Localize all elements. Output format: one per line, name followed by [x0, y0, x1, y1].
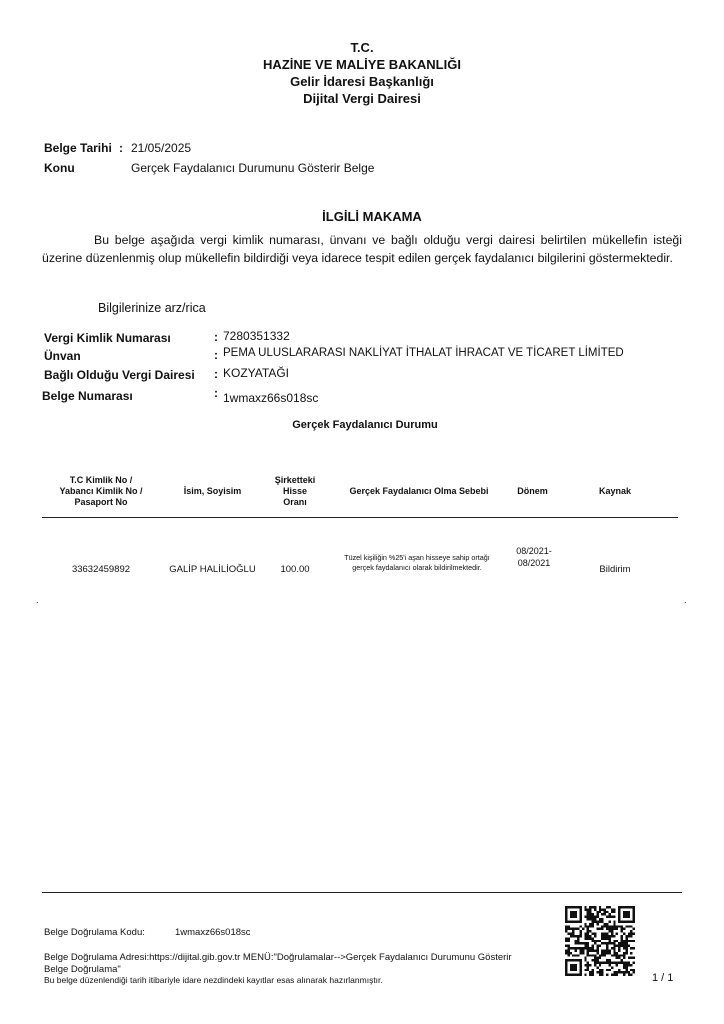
col-header-id-line1: T.C Kimlik No / [69, 475, 133, 485]
right-dot-mark: . [684, 595, 687, 605]
office-value: KOZYATAĞI [223, 366, 290, 380]
section-title: Gerçek Faydalanıcı Durumu [292, 419, 438, 431]
table-header-divider [42, 517, 678, 518]
header-tc: T.C. [350, 40, 374, 55]
title-label: Ünvan [44, 349, 81, 363]
verification-address-line1: Belge Doğrulama Adresi:https://dijital.gib.gov.tr MENÜ:"Doğrulamalar-->Gerçek Faydalanıcı Durumunu Gösterir [44, 952, 512, 963]
subject-value: Gerçek Faydalanıcı Durumunu Gösterir Belge [131, 161, 375, 175]
qr-code-icon [565, 906, 635, 976]
cell-reason [318, 553, 516, 573]
col-header-id-line3: Pasaport No [74, 497, 128, 507]
header-administration: Gelir İdaresi Başkanlığı [290, 74, 434, 89]
cell-period [505, 546, 563, 569]
date-label: Belge Tarihi [44, 141, 112, 155]
col-header-name: İsim, Soyisim [183, 486, 242, 496]
office-label: Bağlı Olduğu Vergi Dairesi [44, 368, 195, 382]
col-header-reason: Gerçek Faydalanıcı Olma Sebebi [349, 486, 489, 496]
office-separator: : [214, 367, 218, 381]
col-header-source: Kaynak [598, 486, 632, 496]
addressee-heading: İLGİLİ MAKAMA [322, 209, 422, 224]
vkn-value: 7280351332 [223, 329, 290, 343]
date-separator: : [119, 141, 123, 155]
vkn-separator: : [214, 330, 218, 344]
doc-number-value: 1wmaxz66s018sc [223, 391, 319, 405]
col-header-share-line3: Oranı [283, 497, 307, 507]
col-header-id-line2: Yabancı Kimlik No / [59, 486, 143, 496]
cell-name: GALİP HALİLİOĞLU [169, 564, 256, 575]
date-value: 21/05/2025 [131, 141, 192, 155]
verification-address-line2: Belge Doğrulama" [44, 963, 121, 975]
subject-label: Konu [44, 161, 75, 175]
cell-period-line2: 08/2021 [517, 557, 551, 568]
left-dot-mark: . [36, 595, 39, 605]
verification-address [44, 952, 564, 987]
verification-code-label: Belge Doğrulama Kodu: [44, 927, 145, 938]
vkn-label: Vergi Kimlik Numarası [44, 331, 171, 345]
col-header-id [40, 475, 162, 508]
cell-source: Bildirim [599, 564, 631, 575]
cell-id: 33632459892 [71, 564, 131, 575]
cell-reason-line2: gerçek faydalanıcı olarak bildirilmektedir. [352, 563, 482, 572]
title-separator: : [214, 348, 218, 362]
cell-period-line1: 08/2021- [516, 546, 552, 556]
doc-number-separator: : [214, 386, 218, 400]
cell-share: 100.00 [280, 564, 310, 575]
intro-paragraph: Bu belge aşağıda vergi kimlik numarası, ünvanı ve bağlı olduğu vergi dairesi belirtilen mükellefin isteği üzerine düzenlenmiş olup mükellefin bildirdiği veya idarece tespit edilen gerçek faydalanıcı bilgilerini göstermektedir. [42, 233, 682, 265]
footer-note: Bu belge düzenlendiği tarih itibariyle idare nezdindeki kayıtlar esas alınarak hazırlanmıştır. [44, 975, 383, 985]
request-text: Bilgilerinize arz/rica [98, 301, 206, 315]
col-header-share [265, 475, 325, 508]
col-header-share-line2: Hisse [282, 486, 308, 496]
col-header-share-line1: Şirketteki [274, 475, 316, 485]
doc-number-label: Belge Numarası [42, 389, 133, 403]
header-office: Dijital Vergi Dairesi [303, 91, 421, 106]
cell-reason-line1: Tüzel kişiliğin %25'i aşan hisseye sahip ortağı [344, 553, 490, 562]
col-header-period: Dönem [517, 486, 548, 496]
page-number: 1 / 1 [652, 972, 674, 984]
verification-code-value: 1wmaxz66s018sc [175, 927, 251, 938]
title-value: PEMA ULUSLARARASI NAKLİYAT İTHALAT İHRACAT VE TİCARET LİMİTED [223, 347, 624, 359]
header-ministry: HAZİNE VE MALİYE BAKANLIĞI [263, 57, 461, 72]
footer-divider [42, 892, 682, 893]
